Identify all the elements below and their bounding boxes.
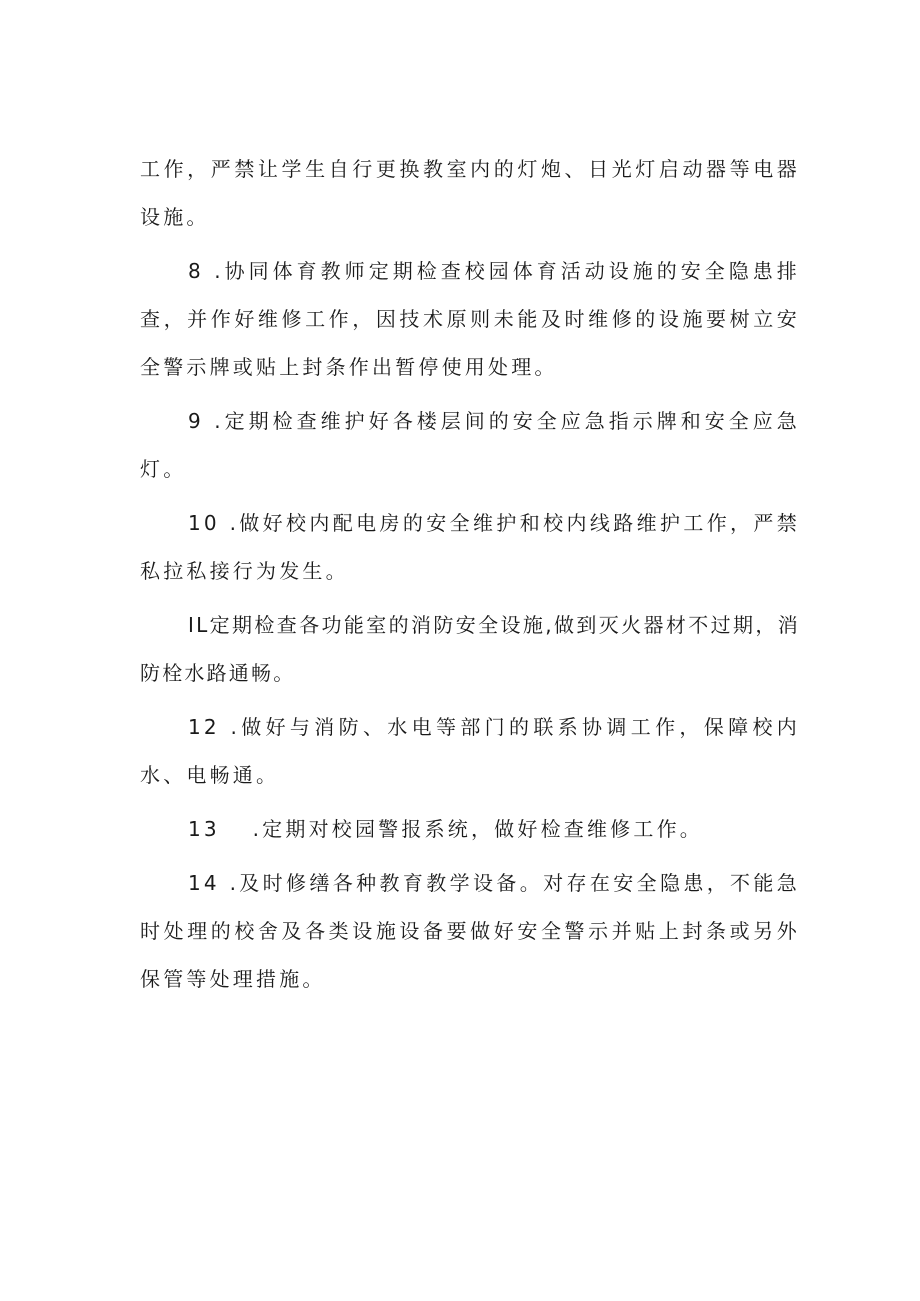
paragraph-continuation: 工作，严禁让学生自行更换教室内的灯炮、日光灯启动器等电器设施。 — [140, 157, 800, 229]
paragraph-item-10: 10 .做好校内配电房的安全维护和校内线路维护工作，严禁私拉私接行为发生。 — [140, 511, 800, 583]
paragraph-item-8: 8 .协同体育教师定期检查校园体育活动设施的安全隐患排查，并作好维修工作，因技术原则未能及时维修的设施要树立安全警示牌或贴上封条作出暂停使用处理。 — [140, 259, 800, 379]
paragraph-item-13: 13 .定期对校园警报系统，做好检查维修工作。 — [188, 817, 703, 841]
paragraph-item-11: IL定期检查各功能室的消防安全设施,做到灭火器材不过期，消防栓水路通畅。 — [140, 613, 800, 685]
paragraph-item-12: 12 .做好与消防、水电等部门的联系协调工作，保障校内水、电畅通。 — [140, 715, 800, 787]
document-body — [140, 145, 800, 1009]
paragraph-item-9: 9 .定期检查维护好各楼层间的安全应急指示牌和安全应急灯。 — [140, 409, 800, 481]
paragraph-item-14: 14 .及时修缮各种教育教学设备。对存在安全隐患，不能急时处理的校舍及各类设施设备要做好安全警示并贴上封条或另外保管等处理措施。 — [140, 871, 800, 991]
